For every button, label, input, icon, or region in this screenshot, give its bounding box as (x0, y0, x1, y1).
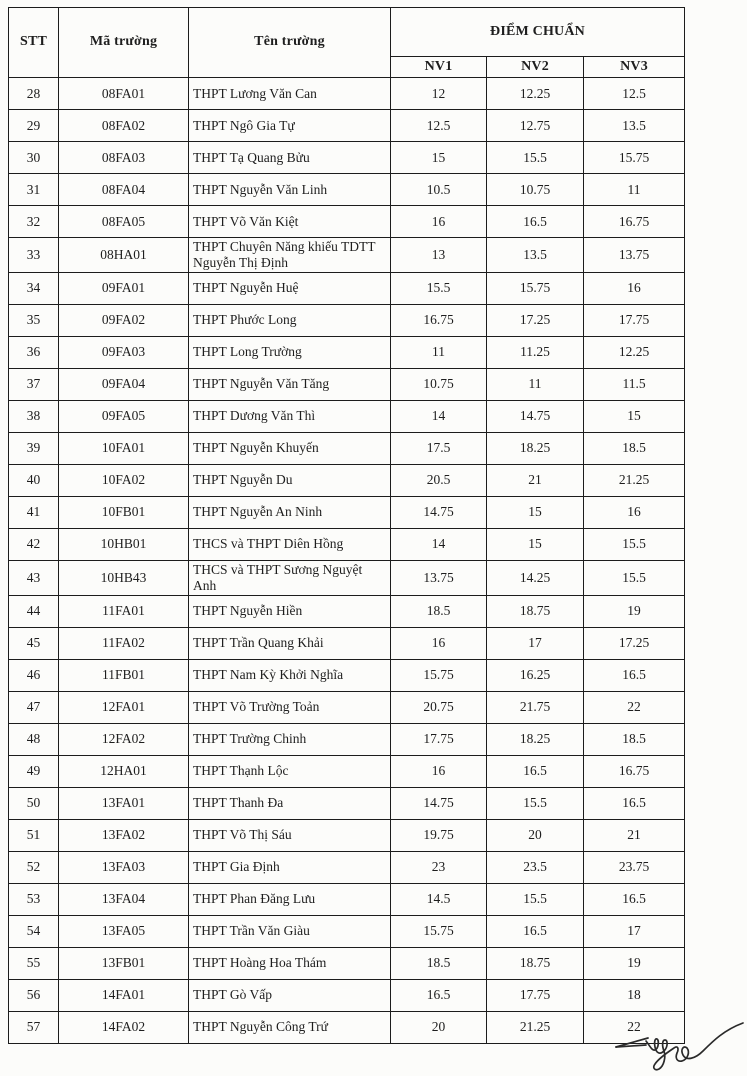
table-row (9, 496, 685, 528)
nv3-score-cell: 21.25 (584, 464, 685, 496)
school-code-cell: 12FA02 (59, 723, 189, 755)
school-code-cell: 08FA04 (59, 174, 189, 206)
nv1-score-cell: 14.5 (391, 883, 487, 915)
school-code-cell: 11FB01 (59, 659, 189, 691)
school-name-cell: THPT Thạnh Lộc (189, 755, 391, 787)
school-code-cell: 09FA02 (59, 304, 189, 336)
table-row (9, 915, 685, 947)
nv2-score-cell: 18.75 (487, 947, 584, 979)
nv1-score-cell: 19.75 (391, 819, 487, 851)
nv3-score-cell: 19 (584, 595, 685, 627)
nv3-score-cell: 18.5 (584, 723, 685, 755)
nv2-score-cell: 15.5 (487, 142, 584, 174)
stt-cell: 35 (9, 304, 59, 336)
school-code-cell: 13FB01 (59, 947, 189, 979)
school-code-cell: 12HA01 (59, 755, 189, 787)
stt-cell: 51 (9, 819, 59, 851)
stt-cell: 36 (9, 336, 59, 368)
school-code-cell: 08FA01 (59, 78, 189, 110)
nv1-score-cell: 17.75 (391, 723, 487, 755)
nv3-score-cell: 16.5 (584, 787, 685, 819)
nv3-score-cell: 12.25 (584, 336, 685, 368)
nv3-score-cell: 18 (584, 979, 685, 1011)
nv2-score-cell: 20 (487, 819, 584, 851)
nv2-score-cell: 13.5 (487, 238, 584, 273)
nv1-score-cell: 14.75 (391, 787, 487, 819)
school-code-cell: 10HB01 (59, 528, 189, 560)
school-name-cell: THPT Võ Trường Toản (189, 691, 391, 723)
stt-cell: 31 (9, 174, 59, 206)
nv3-score-cell: 13.75 (584, 238, 685, 273)
nv1-score-cell: 23 (391, 851, 487, 883)
nv2-score-cell: 21.25 (487, 1011, 584, 1043)
nv2-score-cell: 21 (487, 464, 584, 496)
school-name-cell: THPT Nguyễn Văn Linh (189, 174, 391, 206)
school-name-cell: THPT Dương Văn Thì (189, 400, 391, 432)
school-name-cell: THPT Gò Vấp (189, 979, 391, 1011)
table-row (9, 723, 685, 755)
school-name-cell: THPT Võ Thị Sáu (189, 819, 391, 851)
school-code-cell: 09FA04 (59, 368, 189, 400)
nv1-score-cell: 10.5 (391, 174, 487, 206)
nv1-score-cell: 20.75 (391, 691, 487, 723)
nv2-score-cell: 11 (487, 368, 584, 400)
nv1-score-cell: 14 (391, 528, 487, 560)
nv3-score-cell: 17.75 (584, 304, 685, 336)
nv2-score-cell: 18.25 (487, 432, 584, 464)
school-name-cell: THPT Hoàng Hoa Thám (189, 947, 391, 979)
header-nv2: NV2 (487, 57, 584, 78)
table-row (9, 851, 685, 883)
nv2-score-cell: 10.75 (487, 174, 584, 206)
school-code-cell: 11FA01 (59, 595, 189, 627)
nv1-score-cell: 14 (391, 400, 487, 432)
stt-cell: 55 (9, 947, 59, 979)
school-name-cell: THPT Thanh Đa (189, 787, 391, 819)
school-code-cell: 12FA01 (59, 691, 189, 723)
school-name-cell: THPT Nguyễn Công Trứ (189, 1011, 391, 1043)
nv1-score-cell: 12 (391, 78, 487, 110)
stt-cell: 52 (9, 851, 59, 883)
nv1-score-cell: 15.5 (391, 272, 487, 304)
stt-cell: 37 (9, 368, 59, 400)
nv2-score-cell: 16.5 (487, 206, 584, 238)
table-row (9, 755, 685, 787)
nv1-score-cell: 12.5 (391, 110, 487, 142)
stt-cell: 54 (9, 915, 59, 947)
nv1-score-cell: 16.75 (391, 304, 487, 336)
header-score-group: ĐIỂM CHUẨN (391, 8, 685, 57)
school-code-cell: 10FB01 (59, 496, 189, 528)
nv2-score-cell: 17.25 (487, 304, 584, 336)
school-name-cell: THCS và THPT Diên Hồng (189, 528, 391, 560)
nv3-score-cell: 17 (584, 915, 685, 947)
table-row (9, 272, 685, 304)
table-body (9, 78, 685, 1044)
school-code-cell: 10FA01 (59, 432, 189, 464)
nv1-score-cell: 17.5 (391, 432, 487, 464)
table-row (9, 528, 685, 560)
school-code-cell: 14FA01 (59, 979, 189, 1011)
stt-cell: 41 (9, 496, 59, 528)
school-code-cell: 13FA04 (59, 883, 189, 915)
table-row (9, 400, 685, 432)
score-table (8, 7, 685, 1044)
nv2-score-cell: 12.25 (487, 78, 584, 110)
nv1-score-cell: 13.75 (391, 560, 487, 595)
stt-cell: 40 (9, 464, 59, 496)
school-name-cell: THPT Nguyễn Khuyến (189, 432, 391, 464)
nv2-score-cell: 15.5 (487, 787, 584, 819)
nv2-score-cell: 17 (487, 627, 584, 659)
header-nv3: NV3 (584, 57, 685, 78)
school-name-cell: THPT Nguyễn Văn Tăng (189, 368, 391, 400)
nv1-score-cell: 16 (391, 627, 487, 659)
school-name-cell: THPT Trường Chinh (189, 723, 391, 755)
school-code-cell: 08FA02 (59, 110, 189, 142)
nv2-score-cell: 16.5 (487, 915, 584, 947)
nv3-score-cell: 12.5 (584, 78, 685, 110)
nv1-score-cell: 15 (391, 142, 487, 174)
nv2-score-cell: 14.25 (487, 560, 584, 595)
header-stt: STT (9, 8, 59, 78)
stt-cell: 47 (9, 691, 59, 723)
nv2-score-cell: 17.75 (487, 979, 584, 1011)
stt-cell: 57 (9, 1011, 59, 1043)
nv3-score-cell: 21 (584, 819, 685, 851)
nv1-score-cell: 18.5 (391, 947, 487, 979)
table-row (9, 142, 685, 174)
nv1-score-cell: 20.5 (391, 464, 487, 496)
school-name-cell: THPT Lương Văn Can (189, 78, 391, 110)
school-name-cell: THPT Nguyễn Huệ (189, 272, 391, 304)
nv1-score-cell: 15.75 (391, 915, 487, 947)
table-row (9, 174, 685, 206)
nv1-score-cell: 16 (391, 206, 487, 238)
nv1-score-cell: 20 (391, 1011, 487, 1043)
table-row (9, 368, 685, 400)
nv1-score-cell: 14.75 (391, 496, 487, 528)
stt-cell: 50 (9, 787, 59, 819)
nv1-score-cell: 16.5 (391, 979, 487, 1011)
nv3-score-cell: 15.5 (584, 560, 685, 595)
nv2-score-cell: 16.25 (487, 659, 584, 691)
stt-cell: 45 (9, 627, 59, 659)
table-row (9, 627, 685, 659)
table-row (9, 979, 685, 1011)
nv2-score-cell: 15.5 (487, 883, 584, 915)
table-row (9, 819, 685, 851)
stt-cell: 46 (9, 659, 59, 691)
school-code-cell: 14FA02 (59, 1011, 189, 1043)
table-row (9, 595, 685, 627)
table-row (9, 947, 685, 979)
handwritten-signature-icon (612, 1020, 746, 1074)
stt-cell: 53 (9, 883, 59, 915)
nv3-score-cell: 16.5 (584, 883, 685, 915)
school-code-cell: 10FA02 (59, 464, 189, 496)
nv2-score-cell: 18.75 (487, 595, 584, 627)
school-code-cell: 13FA05 (59, 915, 189, 947)
school-code-cell: 11FA02 (59, 627, 189, 659)
nv2-score-cell: 16.5 (487, 755, 584, 787)
header-school-code: Mã trường (59, 8, 189, 78)
school-code-cell: 09FA05 (59, 400, 189, 432)
school-name-cell: THPT Nguyễn Hiền (189, 595, 391, 627)
school-name-cell: THPT Nguyễn Du (189, 464, 391, 496)
nv2-score-cell: 15.75 (487, 272, 584, 304)
school-code-cell: 09FA01 (59, 272, 189, 304)
school-code-cell: 13FA01 (59, 787, 189, 819)
school-code-cell: 10HB43 (59, 560, 189, 595)
school-name-cell: THPT Trần Quang Khải (189, 627, 391, 659)
table-row (9, 110, 685, 142)
nv1-score-cell: 13 (391, 238, 487, 273)
table-row (9, 464, 685, 496)
nv3-score-cell: 22 (584, 691, 685, 723)
nv2-score-cell: 23.5 (487, 851, 584, 883)
school-code-cell: 08FA03 (59, 142, 189, 174)
nv3-score-cell: 23.75 (584, 851, 685, 883)
nv1-score-cell: 15.75 (391, 659, 487, 691)
table-row (9, 883, 685, 915)
table-row (9, 336, 685, 368)
nv2-score-cell: 12.75 (487, 110, 584, 142)
school-name-cell: THPT Phan Đăng Lưu (189, 883, 391, 915)
nv3-score-cell: 17.25 (584, 627, 685, 659)
header-school-name: Tên trường (189, 8, 391, 78)
table-row (9, 691, 685, 723)
table-row (9, 560, 685, 595)
stt-cell: 32 (9, 206, 59, 238)
stt-cell: 43 (9, 560, 59, 595)
nv2-score-cell: 21.75 (487, 691, 584, 723)
school-code-cell: 13FA03 (59, 851, 189, 883)
stt-cell: 56 (9, 979, 59, 1011)
school-name-cell: THPT Chuyên Năng khiếu TDTT Nguyễn Thị Định (189, 238, 391, 273)
school-code-cell: 08FA05 (59, 206, 189, 238)
nv2-score-cell: 18.25 (487, 723, 584, 755)
stt-cell: 34 (9, 272, 59, 304)
table-row (9, 1011, 685, 1043)
nv3-score-cell: 15.75 (584, 142, 685, 174)
school-name-cell: THPT Trần Văn Giàu (189, 915, 391, 947)
table-row (9, 787, 685, 819)
nv2-score-cell: 11.25 (487, 336, 584, 368)
table-row (9, 432, 685, 464)
nv3-score-cell: 18.5 (584, 432, 685, 464)
nv3-score-cell: 13.5 (584, 110, 685, 142)
nv3-score-cell: 16 (584, 272, 685, 304)
stt-cell: 48 (9, 723, 59, 755)
school-code-cell: 09FA03 (59, 336, 189, 368)
nv3-score-cell: 11.5 (584, 368, 685, 400)
nv3-score-cell: 16 (584, 496, 685, 528)
stt-cell: 29 (9, 110, 59, 142)
school-code-cell: 13FA02 (59, 819, 189, 851)
school-name-cell: THPT Nam Kỳ Khởi Nghĩa (189, 659, 391, 691)
school-name-cell: THPT Phước Long (189, 304, 391, 336)
nv3-score-cell: 11 (584, 174, 685, 206)
stt-cell: 49 (9, 755, 59, 787)
school-name-cell: THPT Nguyễn An Ninh (189, 496, 391, 528)
table-row (9, 206, 685, 238)
nv2-score-cell: 14.75 (487, 400, 584, 432)
school-code-cell: 08HA01 (59, 238, 189, 273)
stt-cell: 30 (9, 142, 59, 174)
table-row (9, 78, 685, 110)
stt-cell: 42 (9, 528, 59, 560)
stt-cell: 39 (9, 432, 59, 464)
stt-cell: 28 (9, 78, 59, 110)
nv2-score-cell: 15 (487, 496, 584, 528)
school-name-cell: THPT Võ Văn Kiệt (189, 206, 391, 238)
nv1-score-cell: 11 (391, 336, 487, 368)
nv3-score-cell: 16.75 (584, 206, 685, 238)
school-name-cell: THCS và THPT Sương Nguyệt Anh (189, 560, 391, 595)
nv3-score-cell: 19 (584, 947, 685, 979)
nv1-score-cell: 18.5 (391, 595, 487, 627)
school-name-cell: THPT Tạ Quang Bửu (189, 142, 391, 174)
school-name-cell: THPT Ngô Gia Tự (189, 110, 391, 142)
stt-cell: 33 (9, 238, 59, 273)
nv1-score-cell: 16 (391, 755, 487, 787)
header-nv1: NV1 (391, 57, 487, 78)
nv3-score-cell: 16.5 (584, 659, 685, 691)
stt-cell: 38 (9, 400, 59, 432)
school-name-cell: THPT Gia Định (189, 851, 391, 883)
table-header (9, 8, 685, 78)
table-row (9, 659, 685, 691)
nv3-score-cell: 22 (584, 1011, 685, 1043)
nv2-score-cell: 15 (487, 528, 584, 560)
table-row (9, 304, 685, 336)
school-name-cell: THPT Long Trường (189, 336, 391, 368)
stt-cell: 44 (9, 595, 59, 627)
table-row (9, 238, 685, 273)
nv3-score-cell: 15.5 (584, 528, 685, 560)
nv3-score-cell: 15 (584, 400, 685, 432)
nv1-score-cell: 10.75 (391, 368, 487, 400)
nv3-score-cell: 16.75 (584, 755, 685, 787)
